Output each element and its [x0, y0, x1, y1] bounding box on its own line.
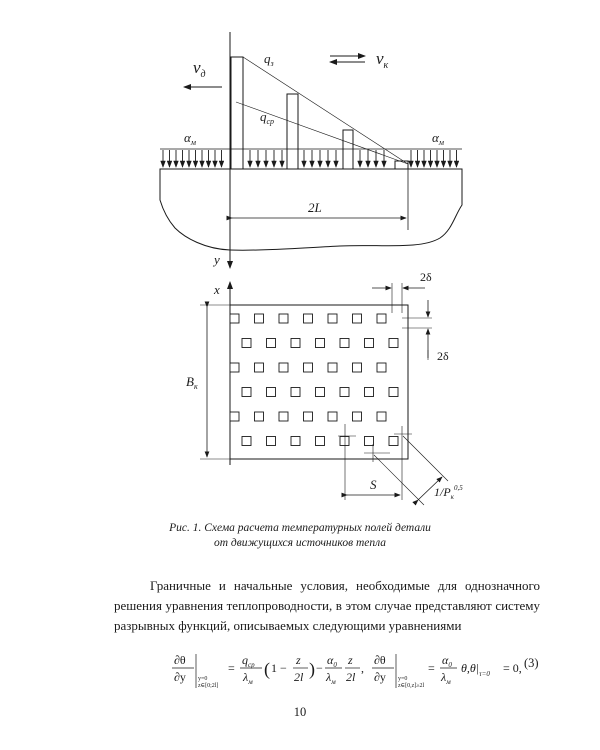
contact-spot — [377, 314, 386, 323]
qz-label: $q_з$ — [264, 51, 274, 68]
contact-spot — [328, 363, 337, 372]
contact-spot — [365, 388, 374, 397]
contact-spot — [255, 412, 264, 421]
eq-z-den: 2l — [294, 670, 304, 684]
contact-spot — [316, 339, 325, 348]
body-paragraph — [114, 576, 540, 636]
eq-t2-cond2: z∈[0,z]≥2l — [398, 683, 425, 689]
eq-equals-1: = — [228, 661, 235, 675]
contact-spot — [242, 437, 251, 446]
eq-t1-cond1: y=0 — [198, 676, 208, 682]
convection-arrows-left — [163, 150, 222, 167]
eq-alpha2: $\alpha_0$ — [327, 653, 337, 669]
eq-t2-cond1: y=0 — [398, 676, 408, 682]
one-over-P-label: $1/P_к^{0,5}$ — [434, 484, 463, 501]
alpha-right-label: $\alpha_м$ — [432, 130, 444, 147]
equation-number: (3) — [524, 656, 539, 670]
eq-t2-num: ∂θ — [374, 653, 386, 667]
equation-3 — [170, 650, 550, 690]
eq-lambda: $\lambda_м$ — [243, 670, 253, 686]
contact-spot — [242, 339, 251, 348]
contact-spot — [267, 388, 276, 397]
caption-line-1: Рис. 1. Схема расчета температурных полей детали — [169, 522, 431, 534]
S-label: S — [370, 477, 377, 492]
eq-alpha3: $\alpha_0$ — [442, 653, 452, 669]
page-number: 10 — [293, 705, 307, 719]
paragraph-text: Граничные и начальные условия, необходимые для однозначного решения уравнения теплопроводности, в этом случае представляют систему разрывных функций, описываемых следующими уравнениями — [114, 578, 540, 633]
contact-spot — [291, 388, 300, 397]
contact-spot — [353, 314, 362, 323]
contact-spot — [267, 339, 276, 348]
contact-spot — [291, 437, 300, 446]
convection-arrows-right — [411, 150, 457, 167]
contact-spot — [230, 363, 239, 372]
plan-rectangle — [230, 305, 408, 459]
caption-line-2: от движущихся источников тепла — [213, 537, 387, 549]
eq-paren-close: ) — [309, 659, 315, 679]
x-axis-label: x — [214, 282, 220, 297]
heat-flux-arrows — [250, 150, 384, 167]
contact-spot — [316, 437, 325, 446]
two-L-label: 2L — [308, 200, 322, 215]
y-axis-label: y — [214, 252, 220, 267]
eq-lambda3: $\lambda_м$ — [441, 670, 451, 686]
eq-t1-cond2: z∈[0;2l] — [198, 683, 219, 689]
vk-label: $v_к$ — [376, 49, 389, 71]
contact-spot — [328, 314, 337, 323]
contact-spot — [365, 437, 374, 446]
eq-minus: − — [316, 661, 323, 675]
two-delta-side-label: 2δ — [437, 349, 449, 363]
eq-q: $q_{ср}$ — [242, 653, 255, 669]
eq-tail: $\theta,\theta|_{\tau=0}$ — [461, 661, 490, 678]
contact-spot — [304, 363, 313, 372]
contact-spot — [340, 388, 349, 397]
eq-t2-den: ∂y — [374, 670, 386, 684]
contact-spot — [255, 363, 264, 372]
eq-lambda2: $\lambda_м$ — [326, 670, 336, 686]
contact-spots-grid — [230, 314, 398, 446]
contact-spot — [316, 388, 325, 397]
contact-spot — [279, 363, 288, 372]
eq-z2-den: 2l — [346, 670, 356, 684]
eq-equals-2: = — [428, 661, 435, 675]
contact-spot — [230, 314, 239, 323]
contact-spot — [340, 339, 349, 348]
vd-label: $v_д$ — [193, 58, 206, 80]
alpha-left-label: $\alpha_м$ — [184, 130, 196, 147]
contact-spot — [353, 412, 362, 421]
eq-z-num: z — [296, 653, 301, 667]
contact-spot — [389, 437, 398, 446]
qsr-label: $q_{ср}$ — [260, 109, 275, 126]
contact-spot — [389, 388, 398, 397]
contact-spot — [389, 339, 398, 348]
Bk-label: $B_к$ — [186, 374, 198, 391]
contact-spot — [365, 339, 374, 348]
figure-caption — [0, 521, 600, 551]
contact-spot — [377, 412, 386, 421]
eq-t1-den: ∂y — [174, 670, 186, 684]
contact-spot — [279, 412, 288, 421]
eq-t1-num: ∂θ — [174, 653, 186, 667]
contact-spot — [328, 412, 337, 421]
contact-spot — [304, 412, 313, 421]
eq-one-minus: 1 − — [271, 661, 287, 675]
eq-tail-end: = 0, — [503, 661, 522, 675]
contact-spot — [279, 314, 288, 323]
contact-spot — [353, 363, 362, 372]
contact-spot — [291, 339, 300, 348]
contact-spot — [230, 412, 239, 421]
eq-z2-num: z — [348, 653, 353, 667]
contact-spot — [255, 314, 264, 323]
two-delta-top-label: 2δ — [420, 270, 432, 284]
contact-spot — [340, 437, 349, 446]
eq-comma-1: , — [361, 661, 364, 675]
contact-spot — [267, 437, 276, 446]
double-arrow — [330, 56, 365, 62]
contact-spot — [304, 314, 313, 323]
contact-spot — [242, 388, 251, 397]
contact-spot — [377, 363, 386, 372]
eq-paren-open: ( — [264, 659, 270, 679]
